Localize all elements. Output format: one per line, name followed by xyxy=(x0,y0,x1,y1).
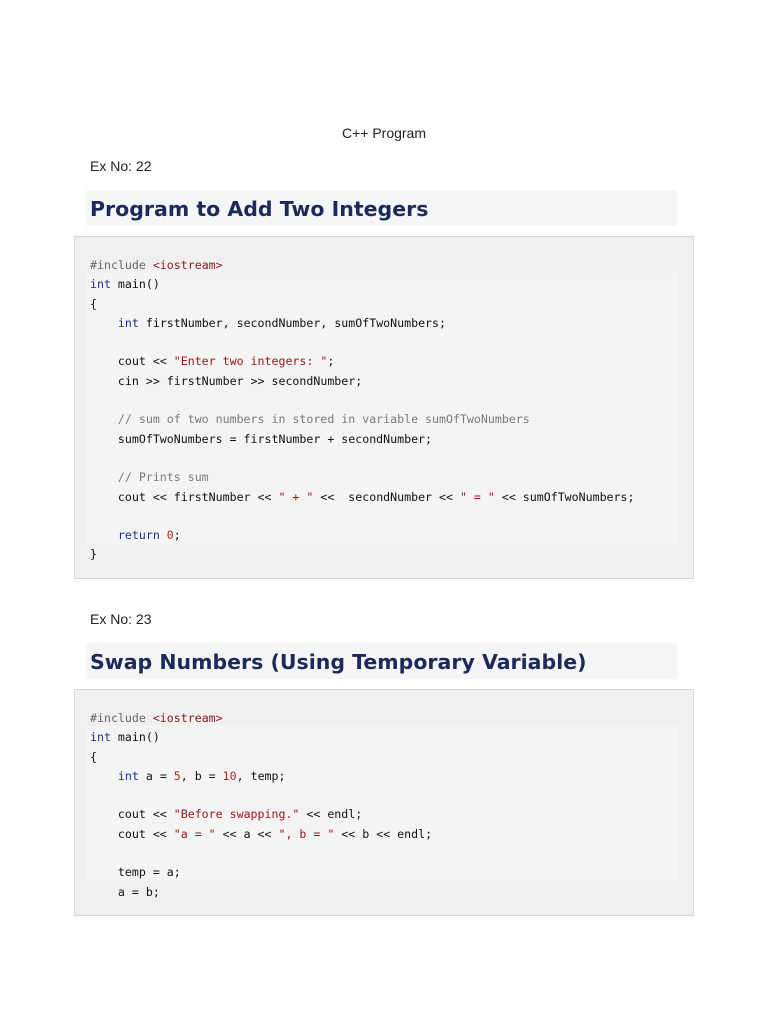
code-token: int xyxy=(90,730,111,745)
code-token: cout << xyxy=(90,807,174,822)
code-token: cout << xyxy=(90,354,174,369)
code-token: << endl; xyxy=(299,807,363,822)
code-line xyxy=(90,863,432,882)
code-token: <iostream> xyxy=(152,711,223,725)
code-line xyxy=(90,805,432,824)
code-token: << secondNumber << xyxy=(313,489,460,504)
section-heading-swap-numbers: Swap Numbers (Using Temporary Variable) xyxy=(86,643,677,679)
code-lines xyxy=(90,709,432,902)
code-token: ; xyxy=(327,354,335,369)
code-token: " = " xyxy=(459,489,495,504)
code-token: cin >> firstNumber >> secondNumber; xyxy=(90,373,363,388)
code-line xyxy=(90,410,634,429)
code-line xyxy=(90,430,634,449)
code-line xyxy=(90,825,432,844)
code-line xyxy=(90,352,634,371)
code-token: a = b; xyxy=(90,884,160,899)
ex-label-23: Ex No: 23 xyxy=(90,611,152,627)
code-token: << b << endl; xyxy=(334,826,433,841)
code-token: #include xyxy=(90,711,153,725)
code-block-add-two-integers xyxy=(74,236,694,579)
code-line xyxy=(90,256,634,275)
code-line xyxy=(90,488,634,507)
code-line xyxy=(90,372,634,391)
code-line xyxy=(90,748,432,767)
code-token: " + " xyxy=(278,489,314,504)
code-token: 5 xyxy=(173,768,181,783)
code-token: ", b = " xyxy=(278,826,335,841)
code-token: << a << xyxy=(215,826,279,841)
code-token: } xyxy=(90,547,97,562)
code-token: , b = xyxy=(180,768,223,783)
code-line xyxy=(90,767,432,786)
code-line xyxy=(90,295,634,314)
code-line xyxy=(90,391,634,410)
code-token: #include xyxy=(90,258,153,272)
code-token: "a = " xyxy=(173,826,216,841)
code-line xyxy=(90,507,634,526)
code-token: // Prints sum xyxy=(117,470,209,485)
code-token: int xyxy=(117,315,139,330)
ex-label-22: Ex No: 22 xyxy=(90,158,152,174)
code-token: sumOfTwoNumbers = firstNumber + secondNumber; xyxy=(90,431,433,446)
page-header: C++ Program xyxy=(341,125,427,141)
code-line xyxy=(90,786,432,805)
code-token: int xyxy=(117,768,139,783)
section-heading-add-two-integers: Program to Add Two Integers xyxy=(86,190,677,226)
code-token xyxy=(90,470,118,484)
code-token: return xyxy=(117,528,160,543)
code-token xyxy=(90,528,118,542)
code-line xyxy=(90,333,634,352)
code-token: { xyxy=(90,296,97,311)
code-token: <iostream> xyxy=(152,258,223,272)
code-token: cout << xyxy=(90,826,174,841)
code-token: main() xyxy=(110,730,160,745)
code-line xyxy=(90,275,634,294)
code-line xyxy=(90,728,432,747)
code-token xyxy=(90,769,118,783)
code-lines xyxy=(90,256,634,565)
code-token: ; xyxy=(173,528,181,543)
code-token xyxy=(90,412,118,426)
code-token xyxy=(90,316,118,330)
code-line xyxy=(90,844,432,863)
code-token: // sum of two numbers in stored in variable sumOfTwoNumbers xyxy=(117,412,530,427)
code-line xyxy=(90,468,634,487)
code-token: , temp; xyxy=(236,768,286,783)
code-token: << sumOfTwoNumbers; xyxy=(494,489,635,504)
code-token: temp = a; xyxy=(90,865,181,880)
code-line xyxy=(90,449,634,468)
code-line xyxy=(90,709,432,728)
code-line xyxy=(90,883,432,902)
code-token: 0 xyxy=(166,528,174,543)
code-token: cout << firstNumber << xyxy=(90,489,279,504)
code-token: main() xyxy=(110,277,160,292)
code-line xyxy=(90,545,634,564)
code-token xyxy=(160,528,167,542)
code-token: 10 xyxy=(222,768,237,783)
code-token: a = xyxy=(138,768,174,783)
code-token: firstNumber, secondNumber, sumOfTwoNumbers; xyxy=(138,315,446,330)
code-line xyxy=(90,314,634,333)
code-block-swap-numbers xyxy=(74,689,694,916)
code-token: { xyxy=(90,749,97,764)
code-token: "Enter two integers: " xyxy=(173,354,328,369)
code-line xyxy=(90,526,634,545)
code-token: int xyxy=(90,277,111,292)
code-token: "Before swapping." xyxy=(173,807,300,822)
